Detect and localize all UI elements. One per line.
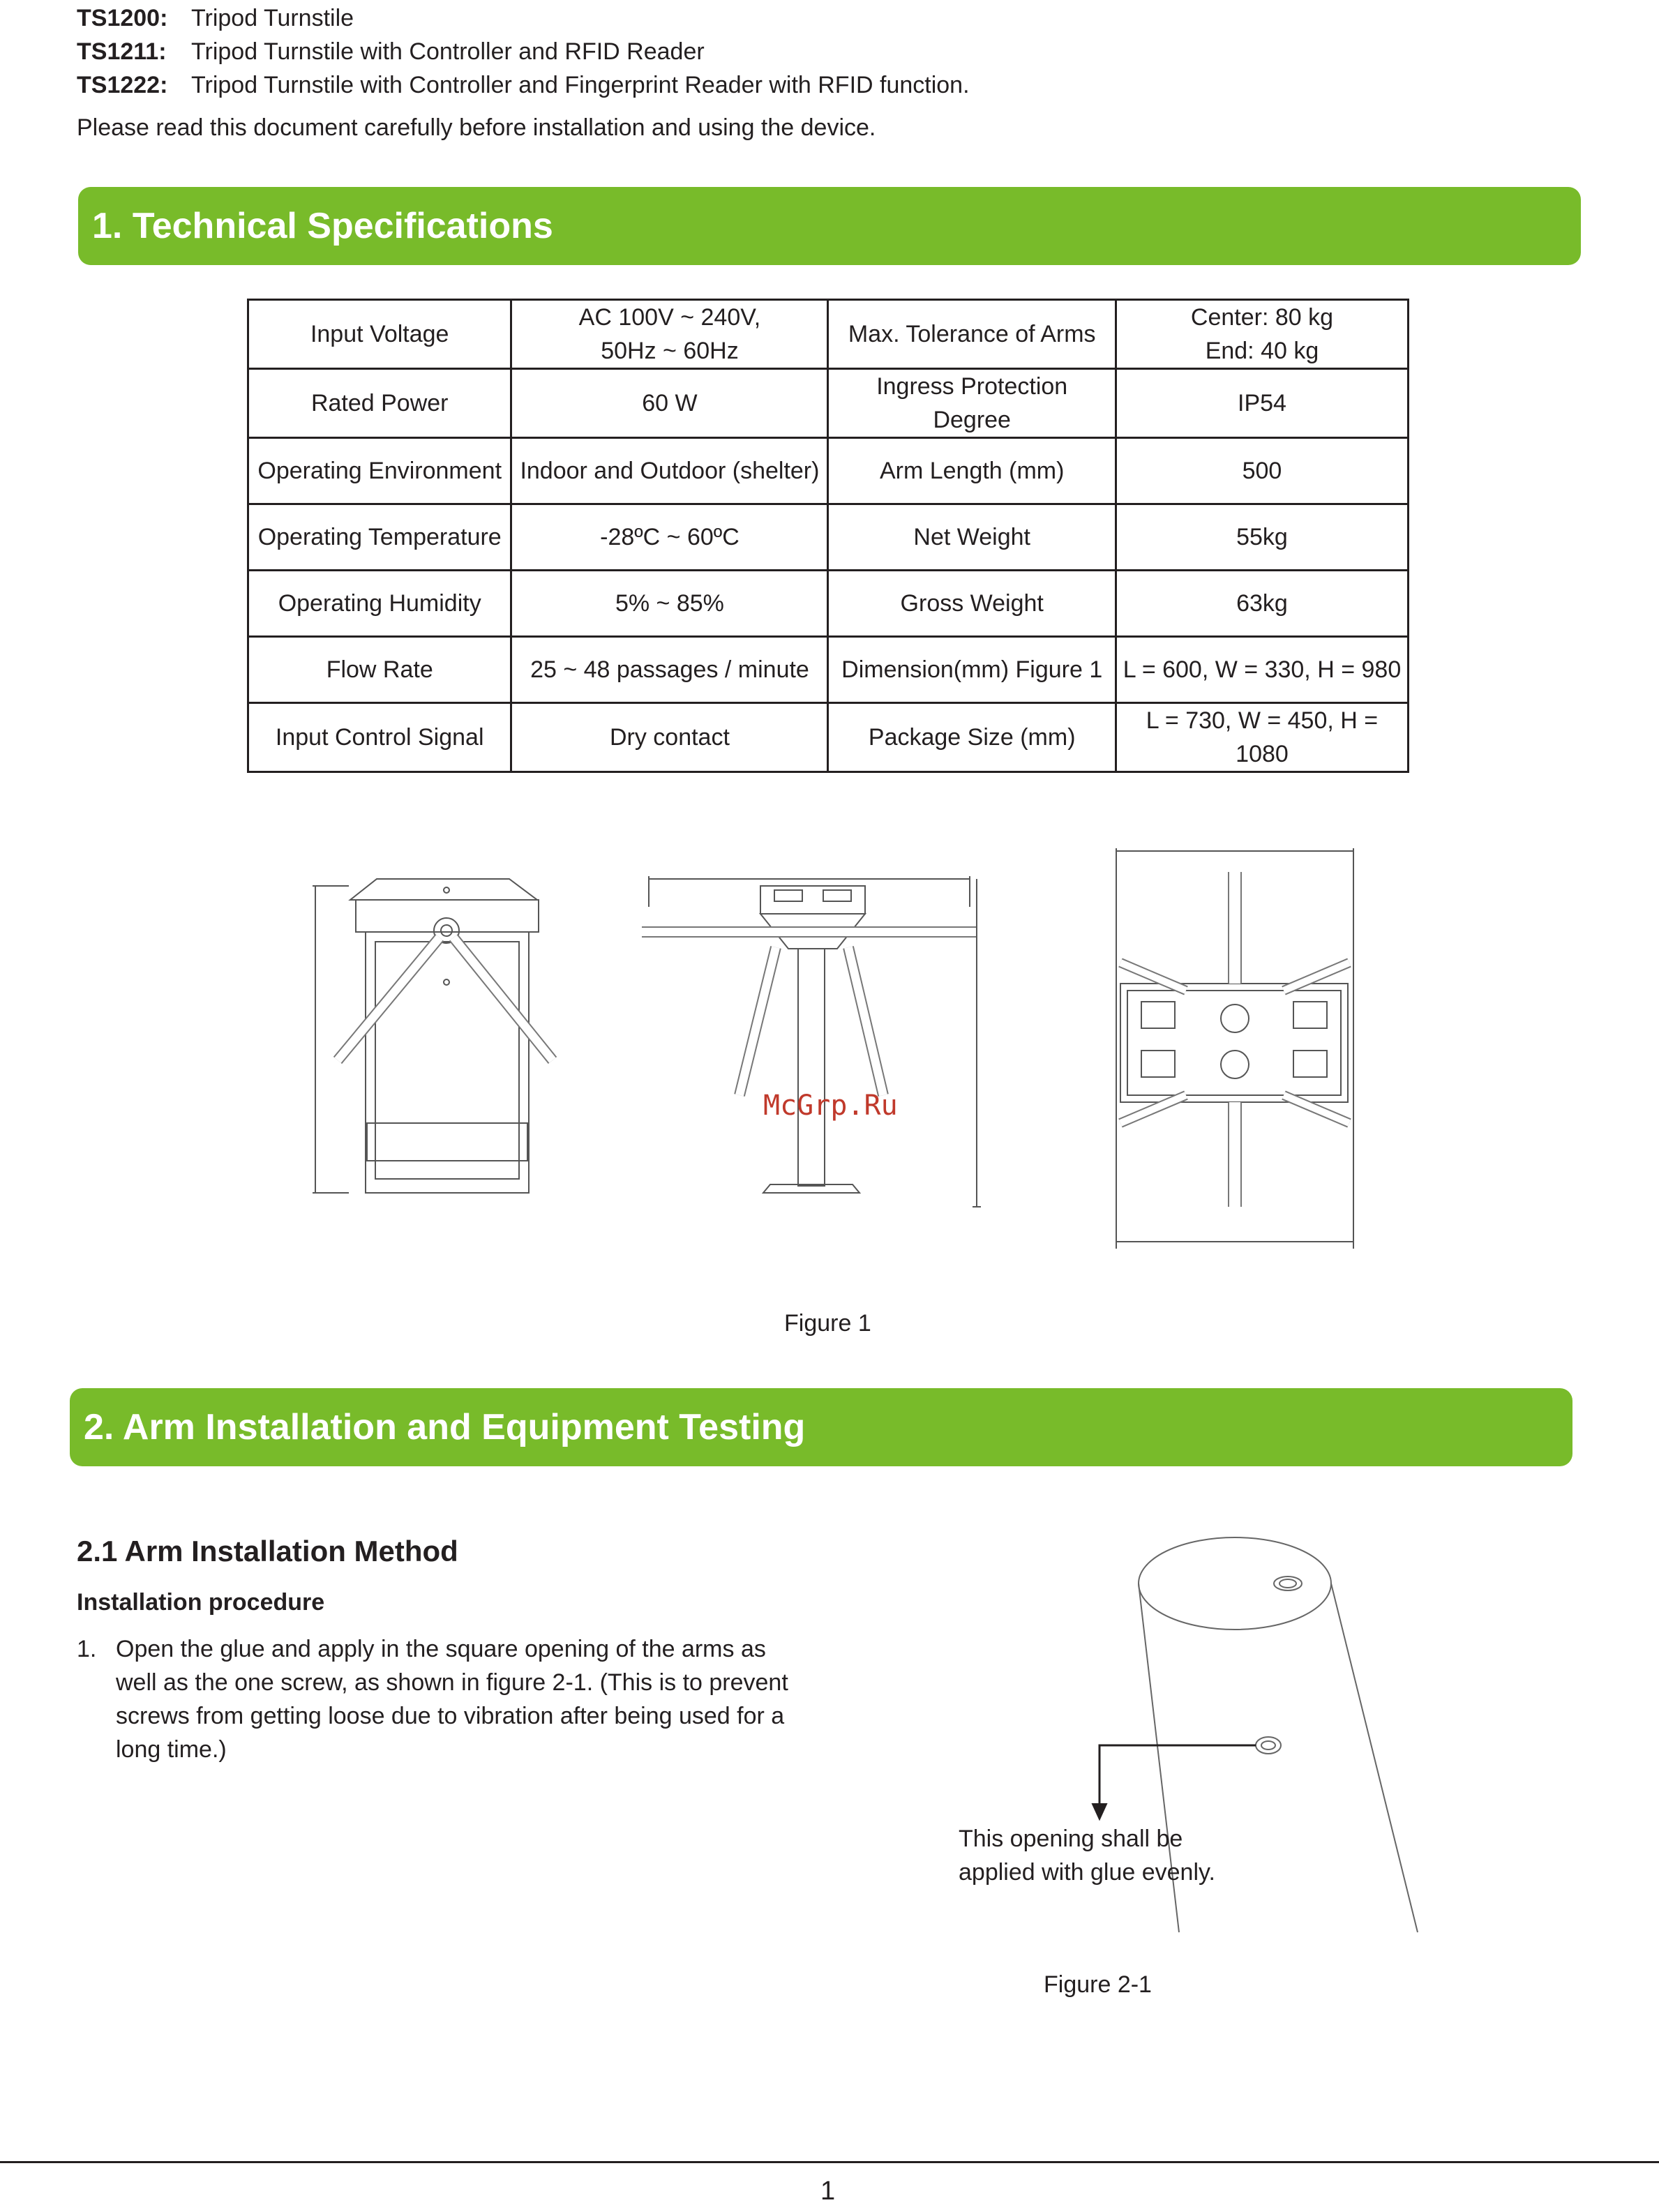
spec-value: AC 100V ~ 240V, 50Hz ~ 60Hz (511, 300, 828, 369)
spec-value: 63kg (1116, 571, 1408, 637)
top-view-drawing (1116, 848, 1353, 1249)
spec-value: L = 600, W = 330, H = 980 (1116, 637, 1408, 703)
model-row (77, 1, 970, 35)
spec-label: Input Voltage (248, 300, 511, 369)
spec-label: Arm Length (mm) (828, 438, 1116, 504)
spec-label: Rated Power (248, 369, 511, 438)
glue-note (959, 1822, 1215, 1889)
glue-note-text: This opening shall be applied with glue evenly. (959, 1826, 1215, 1886)
section-1-banner: 1. Technical Specifications (78, 187, 1581, 265)
turnstile-drawings (307, 844, 1374, 1249)
model-desc: Tripod Turnstile (191, 5, 354, 31)
spec-row (248, 300, 1409, 369)
spec-value: -28ºC ~ 60ºC (511, 504, 828, 571)
spec-value: IP54 (1116, 369, 1408, 438)
watermark-text: McGrp.Ru (763, 1090, 898, 1122)
side-view-drawing (642, 876, 981, 1207)
subsection-title: 2.1 Arm Installation Method (77, 1535, 458, 1567)
footer-rule (0, 2161, 1659, 2163)
spec-value: Dry contact (511, 703, 828, 772)
procedure-heading: Installation procedure (77, 1589, 325, 1616)
model-code: TS1211: (77, 38, 167, 65)
step-text: Open the glue and apply in the square opening of the arms as well as the one screw, as shown in figure 2-1. (This is to prevent screws from getting loose due to vibration after being used for a long time.) (116, 1636, 788, 1763)
model-row (77, 35, 970, 68)
page-number: 1 (820, 2176, 836, 2206)
spec-label: Gross Weight (828, 571, 1116, 637)
model-row (77, 68, 970, 102)
spec-row (248, 369, 1409, 438)
spec-row (248, 571, 1409, 637)
spec-label: Operating Environment (248, 438, 511, 504)
model-desc: Tripod Turnstile with Controller and RFID Reader (191, 38, 705, 65)
figure-2-1-caption: Figure 2-1 (1044, 1971, 1152, 1998)
spec-row (248, 504, 1409, 571)
spec-label: Ingress Protection Degree (828, 369, 1116, 438)
spec-label: Operating Temperature (248, 504, 511, 571)
spec-row (248, 637, 1409, 703)
model-code: TS1222: (77, 72, 168, 98)
front-view-drawing (313, 879, 553, 1193)
spec-value: Center: 80 kg End: 40 kg (1116, 300, 1408, 369)
spec-label: Max. Tolerance of Arms (828, 300, 1116, 369)
spec-row (248, 703, 1409, 772)
spec-label: Package Size (mm) (828, 703, 1116, 772)
figure-1-caption: Figure 1 (784, 1310, 871, 1337)
spec-value: 60 W (511, 369, 828, 438)
model-list (77, 1, 970, 102)
spec-label: Operating Humidity (248, 571, 511, 637)
section-2-banner: 2. Arm Installation and Equipment Testing (70, 1388, 1572, 1466)
spec-table (247, 299, 1409, 773)
step-1 (77, 1632, 802, 1766)
spec-label: Flow Rate (248, 637, 511, 703)
model-desc: Tripod Turnstile with Controller and Fingerprint Reader with RFID function. (191, 72, 970, 98)
spec-label: Input Control Signal (248, 703, 511, 772)
model-code: TS1200: (77, 5, 168, 31)
spec-label: Net Weight (828, 504, 1116, 571)
spec-value: 55kg (1116, 504, 1408, 571)
intro-text: Please read this document carefully before installation and using the device. (77, 114, 876, 141)
step-number: 1. (77, 1636, 97, 1662)
spec-row (248, 438, 1409, 504)
spec-label: Dimension(mm) Figure 1 (828, 637, 1116, 703)
spec-value: Indoor and Outdoor (shelter) (511, 438, 828, 504)
spec-value: 5% ~ 85% (511, 571, 828, 637)
spec-value: 500 (1116, 438, 1408, 504)
spec-value: 25 ~ 48 passages / minute (511, 637, 828, 703)
spec-value: L = 730, W = 450, H = 1080 (1116, 703, 1408, 772)
